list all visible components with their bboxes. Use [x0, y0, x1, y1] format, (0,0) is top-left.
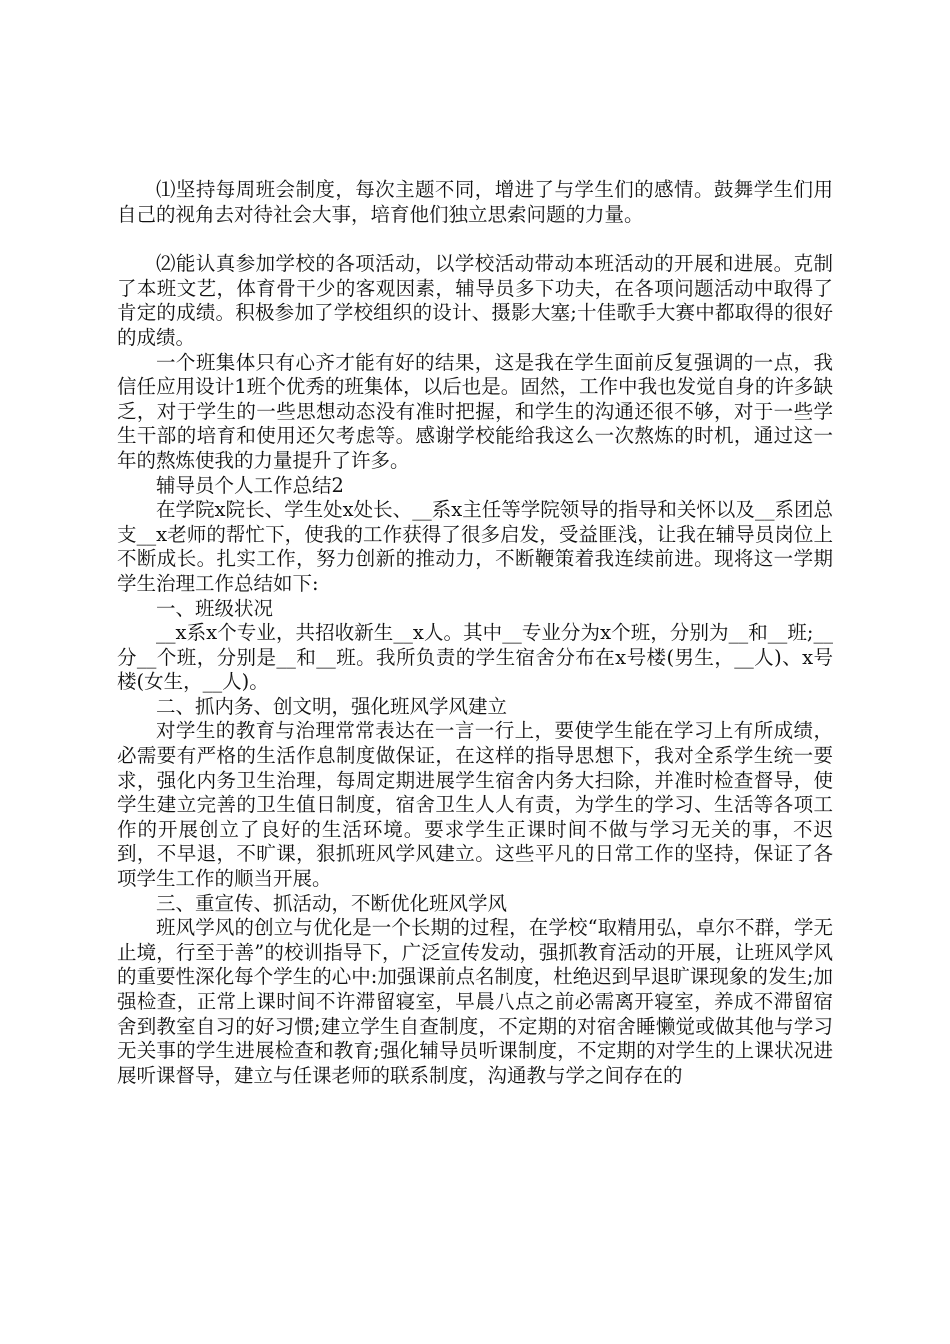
paragraph-leadership-thanks: 在学院x院长、学生处x处长、__系x主任等学院领导的指导和关怀以及__系团总支__x老师的帮忙下，使我的工作获得了很多启发，受益匪浅，让我在辅导员岗位上不断成长。扎实工作，努力创新的推动力，不断鞭策着我连续前进。现将这一学期学生治理工作总结如下:	[117, 498, 833, 595]
paragraph-class-status: __x系x个专业，共招收新生__x人。其中__专业分为x个班，分别为__和__班;__分__个班，分别是__和__班。我所负责的学生宿舍分布在x号楼(男生，__人)、x号楼(女生，__人)。	[117, 621, 833, 694]
heading-class-status: 一、班级状况	[156, 596, 274, 620]
paragraph-weekly-class-meeting: ⑴坚持每周班会制度，每次主题不同，增进了与学生们的感情。鼓舞学生们用自己的视角去对待社会大事，培育他们独立思索问题的力量。	[117, 178, 833, 226]
section-title-summary-2: 辅导员个人工作总结2	[156, 473, 344, 497]
paragraph-class-unity: 一个班集体只有心齐才能有好的结果，这是我在学生面前反复强调的一点，我信任应用设计1班个优秀的班集体，以后也是。固然，工作中我也发觉自身的许多缺乏，对于学生的一些思想动态没有准时把握，和学生的沟通还很不够，对于一些学生干部的培育和使用还欠考虑等。感谢学校能给我这么一次熬炼的时机，通过这一年的熬炼使我的力量提升了许多。	[117, 350, 833, 472]
heading-publicity: 三、重宣传、抓活动，不断优化班风学风	[156, 891, 508, 915]
paragraph-publicity: 班风学风的创立与优化是一个长期的过程，在学校“取精用弘，卓尔不群，学无止境，行至于善”的校训指导下，广泛宣传发动，强抓教育活动的开展，让班风学风的重要性深化每个学生的心中:加强课前点名制度，杜绝迟到早退旷课现象的发生;加强检查，正常上课时间不许滞留寝室，早晨八点之前必需离开寝室，养成不滞留宿舍到教室自习的好习惯;建立学生自查制度，不定期的对宿舍睡懒觉或做其他与学习无关事的学生进展检查和教育;强化辅导员听课制度，不定期的对学生的上课状况进展听课督导，建立与任课老师的联系制度，沟通教与学之间存在的	[117, 916, 833, 1087]
document-body	[117, 178, 833, 1088]
heading-housekeeping: 二、抓内务、创文明，强化班风学风建立	[156, 694, 508, 718]
paragraph-school-activities: ⑵能认真参加学校的各项活动，以学校活动带动本班活动的开展和进展。克制了本班文艺，体育骨干少的客观因素，辅导员多下功夫，在各项问题活动中取得了肯定的成绩。积极参加了学校组织的设计、摄影大塞;十佳歌手大赛中都取得的很好的成绩。	[117, 252, 833, 349]
paragraph-housekeeping: 对学生的教育与治理常常表达在一言一行上，要使学生能在学习上有所成绩，必需要有严格的生活作息制度做保证，在这样的指导思想下，我对全系学生统一要求，强化内务卫生治理，每周定期进展学生宿舍内务大扫除，并准时检查督导，使学生建立完善的卫生值日制度，宿舍卫生人人有责，为学生的学习、生活等各项工作的开展创立了良好的生活环境。要求学生正课时间不做与学习无关的事，不迟到，不早退，不旷课，狠抓班风学风建立。这些平凡的日常工作的坚持，保证了各项学生工作的顺当开展。	[117, 719, 833, 891]
